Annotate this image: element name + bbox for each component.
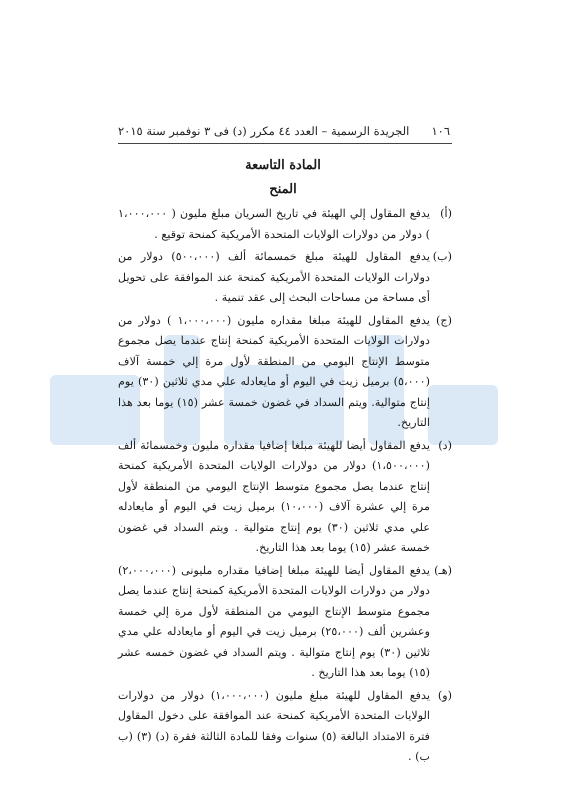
clause-e — [118, 561, 452, 684]
clauses-list — [118, 204, 452, 770]
clause-text: يدفع المقاول أيضا للهيئة مبلغا إضافيا مقداره مليون وخمسمائة ألف (١،٥٠٠،٠٠٠) دولار من دولارات الولايات المتحدة الأمريكية كمنحة إنتاج عندما يصل مجموع متوسط الإنتاج اليومي من المنطقة لأول مرة إلي عشرة آلاف (١٠،٠٠٠) برميل زيت في اليوم أو مايعادله علي مدي ثلاثين (٣٠) يوم إنتاج متوالية . ويتم السداد في غضون خمسة عشر (١٥) يوما بعد هذا التاريخ. — [118, 438, 431, 554]
clause-f — [118, 686, 452, 768]
clause-mark: (أ) — [440, 207, 452, 220]
page-header — [118, 124, 450, 138]
running-title: الجريدة الرسمية – العدد ٤٤ مكرر (د) فى ٣ نوفمبر سنة ٢٠١٥ — [118, 124, 410, 138]
clause-mark: (د) — [438, 438, 452, 452]
clause-mark: (ب) — [432, 250, 452, 263]
article-title: المادة التاسعة — [245, 158, 321, 173]
clause-d — [118, 436, 452, 559]
page-number: ١٠٦ — [431, 124, 450, 138]
clause-mark: (و) — [437, 688, 452, 702]
clause-text: يدفع المقاول للهيئة مبلغ خمسمائة ألف (٥٠٠،٠٠٠) دولار من دولارات الولايات المتحدة الأمريكية كمنحة عند الموافقة على تحويل أى مساحة من مساحات البحث إلى عقد تنمية . — [118, 250, 430, 304]
clause-text: يدفع المقاول للهيئة مبلغا مقداره مليون (١،٠٠٠،٠٠٠ ) دولار من دولارات الولايات المتحدة الأمريكية كمنحة إنتاج عندما يصل مجموع متوسط الإنتاج اليومي من المنطقة لأول مرة إلي خمسة آلاف (٥،٠٠٠) برميل زيت في اليوم أو مايعادله علي مدي ثلاثين (٣٠) يوم إنتاج متوالية. ويتم السداد في غضون خمسة عشر (١٥) يوما بعد هذا التاريخ. — [118, 313, 430, 429]
clause-text: يدفع المقاول إلي الهيئة في تاريخ السريان مبلغ مليون ( ١،٠٠٠،٠٠٠ ) دولار من دولارات الولايات المتحدة الأمريكية كمنحة توقيع . — [118, 207, 430, 241]
clause-b — [118, 247, 452, 309]
article-subtitle: المنح — [269, 182, 297, 197]
header-rule — [118, 143, 452, 144]
clause-c — [118, 311, 452, 434]
clause-text: يدفع المقاول أيضا للهيئة مبلغا إضافيا مقداره مليونى (٢،٠٠٠،٠٠٠) دولار من دولارات الولايات المتحدة الأمريكية كمنحة إنتاج عندما يصل مجموع متوسط الإنتاج اليومي من المنطقة لأول مرة إلي خمسة وعشرين ألف (٢٥،٠٠٠) برميل زيت في اليوم أو مايعادله علي مدي ثلاثين (٣٠) يوم إنتاج متوالية . ويتم السداد في غضون خمسه عشر (١٥) يوما بعد هذا التاريخ . — [118, 563, 430, 679]
clause-text: يدفع المقاول للهيئة مبلغ مليون (١،٠٠٠،٠٠٠) دولار من دولارات الولايات المتحدة الأمريكية كمنحة عند الموافقة على دخول المقاول فترة الامتداد البالغة (٥) سنوات وفقا للمادة الثالثة فقرة (د) (٣) (ب ب) . — [118, 688, 431, 763]
clause-a — [118, 204, 452, 245]
clause-mark: (ج) — [436, 313, 452, 327]
clause-mark: (هـ) — [434, 563, 452, 577]
